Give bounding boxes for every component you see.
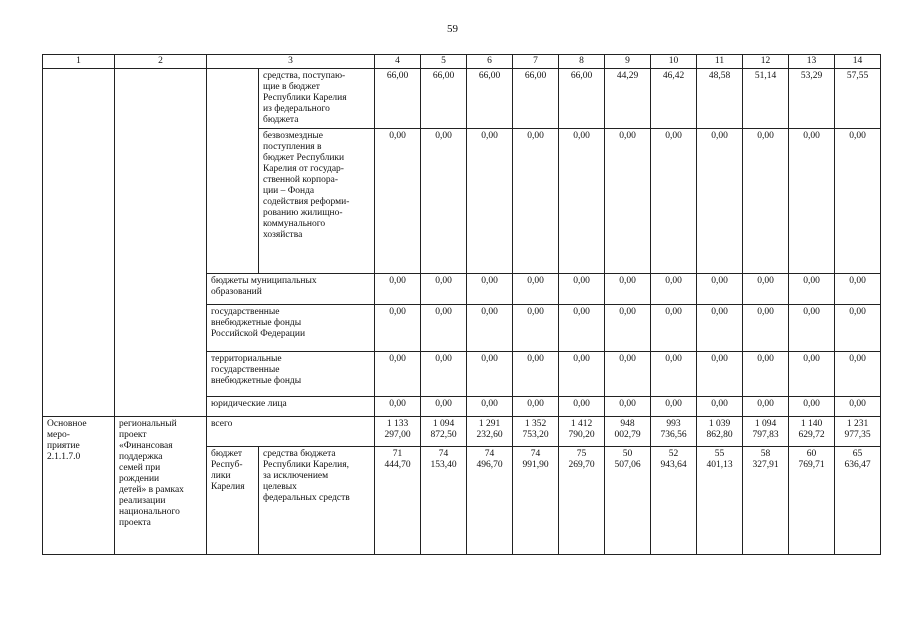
value-cell: 0,00: [651, 352, 697, 397]
header-cell: 13: [789, 55, 835, 69]
value-cell: 0,00: [697, 305, 743, 352]
value-cell: 66,00: [375, 69, 421, 129]
value-cell: 46,42: [651, 69, 697, 129]
value-cell: 58 327,91: [743, 447, 789, 555]
value-cell: 0,00: [605, 397, 651, 417]
empty-cell: [115, 69, 207, 417]
value-cell: 0,00: [835, 274, 881, 305]
value-cell: 0,00: [651, 305, 697, 352]
value-cell: 0,00: [375, 397, 421, 417]
value-cell: 993 736,56: [651, 417, 697, 447]
activity-code: Основное меро- приятие 2.1.1.7.0: [43, 417, 115, 555]
header-cell: 1: [43, 55, 115, 69]
header-cell: 9: [605, 55, 651, 69]
value-cell: 0,00: [697, 129, 743, 274]
row-label: средства бюджета Республики Карелия, за исключением целевых федеральных средств: [259, 447, 375, 555]
value-cell: 948 002,79: [605, 417, 651, 447]
value-cell: 1 140 629,72: [789, 417, 835, 447]
value-cell: 0,00: [605, 305, 651, 352]
value-cell: 71 444,70: [375, 447, 421, 555]
value-cell: 50 507,06: [605, 447, 651, 555]
value-cell: 1 412 790,20: [559, 417, 605, 447]
value-cell: 0,00: [651, 129, 697, 274]
value-cell: 48,58: [697, 69, 743, 129]
value-cell: 55 401,13: [697, 447, 743, 555]
budget-table: [42, 54, 881, 555]
value-cell: 60 769,71: [789, 447, 835, 555]
value-cell: 0,00: [421, 352, 467, 397]
value-cell: 0,00: [421, 397, 467, 417]
value-cell: 0,00: [743, 305, 789, 352]
value-cell: 0,00: [421, 274, 467, 305]
value-cell: 0,00: [559, 352, 605, 397]
value-cell: 66,00: [421, 69, 467, 129]
header-cell: 14: [835, 55, 881, 69]
value-cell: 53,29: [789, 69, 835, 129]
value-cell: 0,00: [743, 129, 789, 274]
row-label: государственные внебюджетные фонды Российской Федерации: [207, 305, 375, 352]
value-cell: 0,00: [835, 397, 881, 417]
value-cell: 0,00: [513, 397, 559, 417]
value-cell: 1 291 232,60: [467, 417, 513, 447]
row-label: территориальные государственные внебюджетные фонды: [207, 352, 375, 397]
value-cell: 66,00: [513, 69, 559, 129]
header-row: [43, 55, 881, 69]
header-cell: 5: [421, 55, 467, 69]
header-cell: 11: [697, 55, 743, 69]
value-cell: 0,00: [559, 129, 605, 274]
value-cell: 0,00: [835, 352, 881, 397]
value-cell: 0,00: [743, 274, 789, 305]
header-cell: 6: [467, 55, 513, 69]
value-cell: 44,29: [605, 69, 651, 129]
value-cell: 0,00: [467, 274, 513, 305]
value-cell: 74 153,40: [421, 447, 467, 555]
value-cell: 1 094 872,50: [421, 417, 467, 447]
value-cell: 74 991,90: [513, 447, 559, 555]
header-cell: 8: [559, 55, 605, 69]
header-cell: 12: [743, 55, 789, 69]
value-cell: 0,00: [789, 397, 835, 417]
value-cell: 0,00: [375, 305, 421, 352]
value-cell: 0,00: [559, 397, 605, 417]
value-cell: 0,00: [697, 397, 743, 417]
value-cell: 66,00: [559, 69, 605, 129]
value-cell: 0,00: [421, 129, 467, 274]
value-cell: 1 231 977,35: [835, 417, 881, 447]
value-cell: 0,00: [421, 305, 467, 352]
table-row: [43, 417, 881, 447]
value-cell: 0,00: [513, 305, 559, 352]
row-label: всего: [207, 417, 375, 447]
value-cell: 0,00: [467, 352, 513, 397]
value-cell: 0,00: [743, 352, 789, 397]
row-label: безвозмездные поступления в бюджет Республики Карелия от государ- ственной корпора- ции – Фонда содействия реформи- рованию жилищно- коммунального хозяйства: [259, 129, 375, 274]
value-cell: 0,00: [375, 274, 421, 305]
value-cell: 0,00: [605, 274, 651, 305]
value-cell: 0,00: [467, 129, 513, 274]
row-label: юридические лица: [207, 397, 375, 417]
value-cell: 0,00: [605, 352, 651, 397]
header-cell: 2: [115, 55, 207, 69]
empty-cell: [43, 69, 115, 417]
value-cell: 0,00: [651, 397, 697, 417]
value-cell: 0,00: [605, 129, 651, 274]
header-cell: 10: [651, 55, 697, 69]
value-cell: 0,00: [743, 397, 789, 417]
value-cell: 66,00: [467, 69, 513, 129]
value-cell: 0,00: [651, 274, 697, 305]
value-cell: 0,00: [789, 274, 835, 305]
value-cell: 0,00: [513, 129, 559, 274]
value-cell: 75 269,70: [559, 447, 605, 555]
header-cell: 3: [207, 55, 375, 69]
value-cell: 0,00: [835, 305, 881, 352]
row-label: средства, поступаю- щие в бюджет Республики Карелия из федерального бюджета: [259, 69, 375, 129]
value-cell: 57,55: [835, 69, 881, 129]
row-label: бюджеты муниципальных образований: [207, 274, 375, 305]
value-cell: 0,00: [789, 305, 835, 352]
value-cell: 51,14: [743, 69, 789, 129]
value-cell: 0,00: [559, 305, 605, 352]
budget-group-label: бюджет Респуб- лики Карелия: [207, 447, 259, 555]
value-cell: 0,00: [467, 305, 513, 352]
value-cell: 52 943,64: [651, 447, 697, 555]
value-cell: 0,00: [789, 352, 835, 397]
value-cell: 0,00: [697, 352, 743, 397]
page-number: 59: [447, 23, 458, 35]
value-cell: 0,00: [375, 352, 421, 397]
value-cell: 0,00: [789, 129, 835, 274]
value-cell: 0,00: [559, 274, 605, 305]
value-cell: 1 039 862,80: [697, 417, 743, 447]
value-cell: 0,00: [375, 129, 421, 274]
value-cell: 65 636,47: [835, 447, 881, 555]
value-cell: 0,00: [513, 274, 559, 305]
value-cell: 0,00: [513, 352, 559, 397]
table-row: [43, 69, 881, 129]
header-cell: 4: [375, 55, 421, 69]
value-cell: 0,00: [697, 274, 743, 305]
value-cell: 0,00: [467, 397, 513, 417]
value-cell: 74 496,70: [467, 447, 513, 555]
value-cell: 0,00: [835, 129, 881, 274]
empty-cell: [207, 69, 259, 274]
value-cell: 1 133 297,00: [375, 417, 421, 447]
value-cell: 1 094 797,83: [743, 417, 789, 447]
header-cell: 7: [513, 55, 559, 69]
value-cell: 1 352 753,20: [513, 417, 559, 447]
project-name: региональный проект «Финансовая поддержка семей при рождении детей» в рамках реализации национального проекта: [115, 417, 207, 555]
